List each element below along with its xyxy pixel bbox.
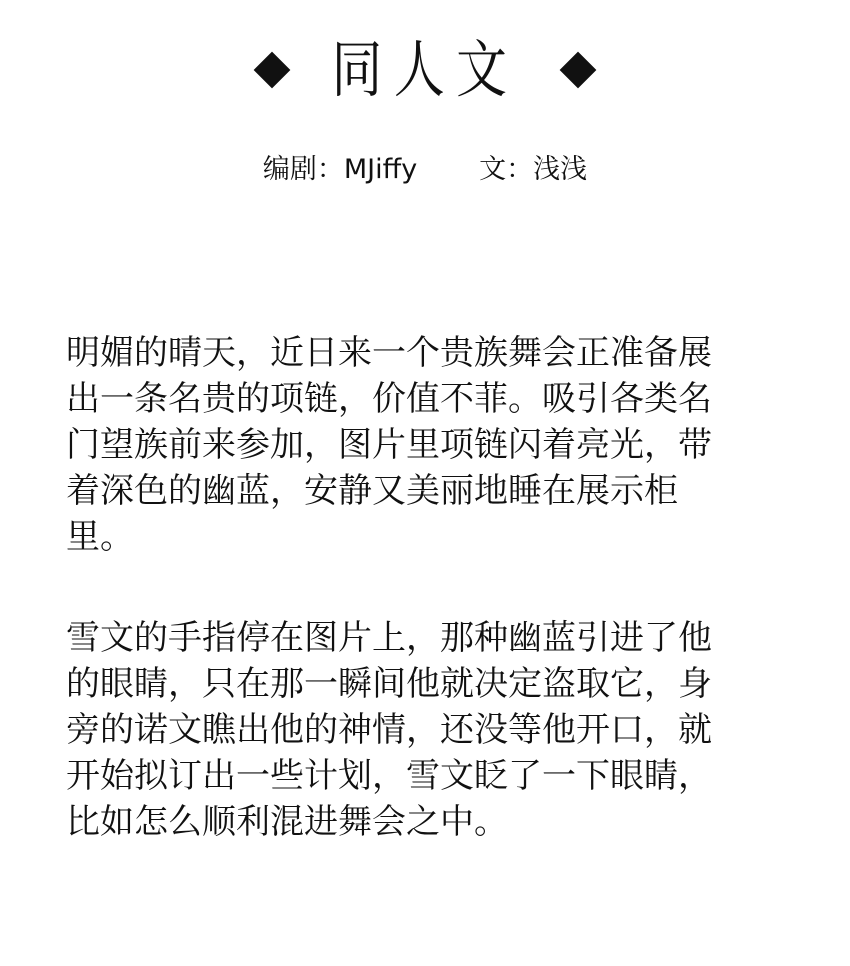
paragraph-1	[66, 330, 786, 560]
paragraph-line: 门望族前来参加，图片里项链闪着亮光，带	[66, 425, 712, 465]
writer-credit: 文：浅浅	[479, 154, 588, 185]
screenwriter-credit: 编剧：MJiffy	[262, 154, 418, 185]
paragraph-line: 里。	[66, 517, 134, 557]
paragraph-line: 着深色的幽蓝，安静又美丽地睡在展示柜	[66, 471, 678, 511]
page-title: 同人文	[331, 33, 519, 106]
paragraph-line: 开始拟订出一些计划，雪文眨了一下眼睛，	[66, 756, 712, 796]
diamond-left-icon	[254, 52, 291, 89]
paragraph-line: 比如怎么顺利混进舞会之中。	[66, 802, 508, 842]
paragraph-line: 雪文的手指停在图片上，那种幽蓝引进了他	[66, 618, 712, 658]
credits	[0, 150, 850, 190]
paragraph-line: 的眼睛，只在那一瞬间他就决定盗取它，身	[66, 664, 712, 704]
diamond-right-icon	[560, 52, 597, 89]
paragraph-2	[66, 615, 786, 845]
title-row	[0, 30, 850, 110]
paragraph-line: 出一条名贵的项链，价值不菲。吸引各类名	[66, 379, 712, 419]
paragraph-line: 明媚的晴天，近日来一个贵族舞会正准备展	[66, 333, 712, 373]
paragraph-line: 旁的诺文瞧出他的神情，还没等他开口，就	[66, 710, 712, 750]
